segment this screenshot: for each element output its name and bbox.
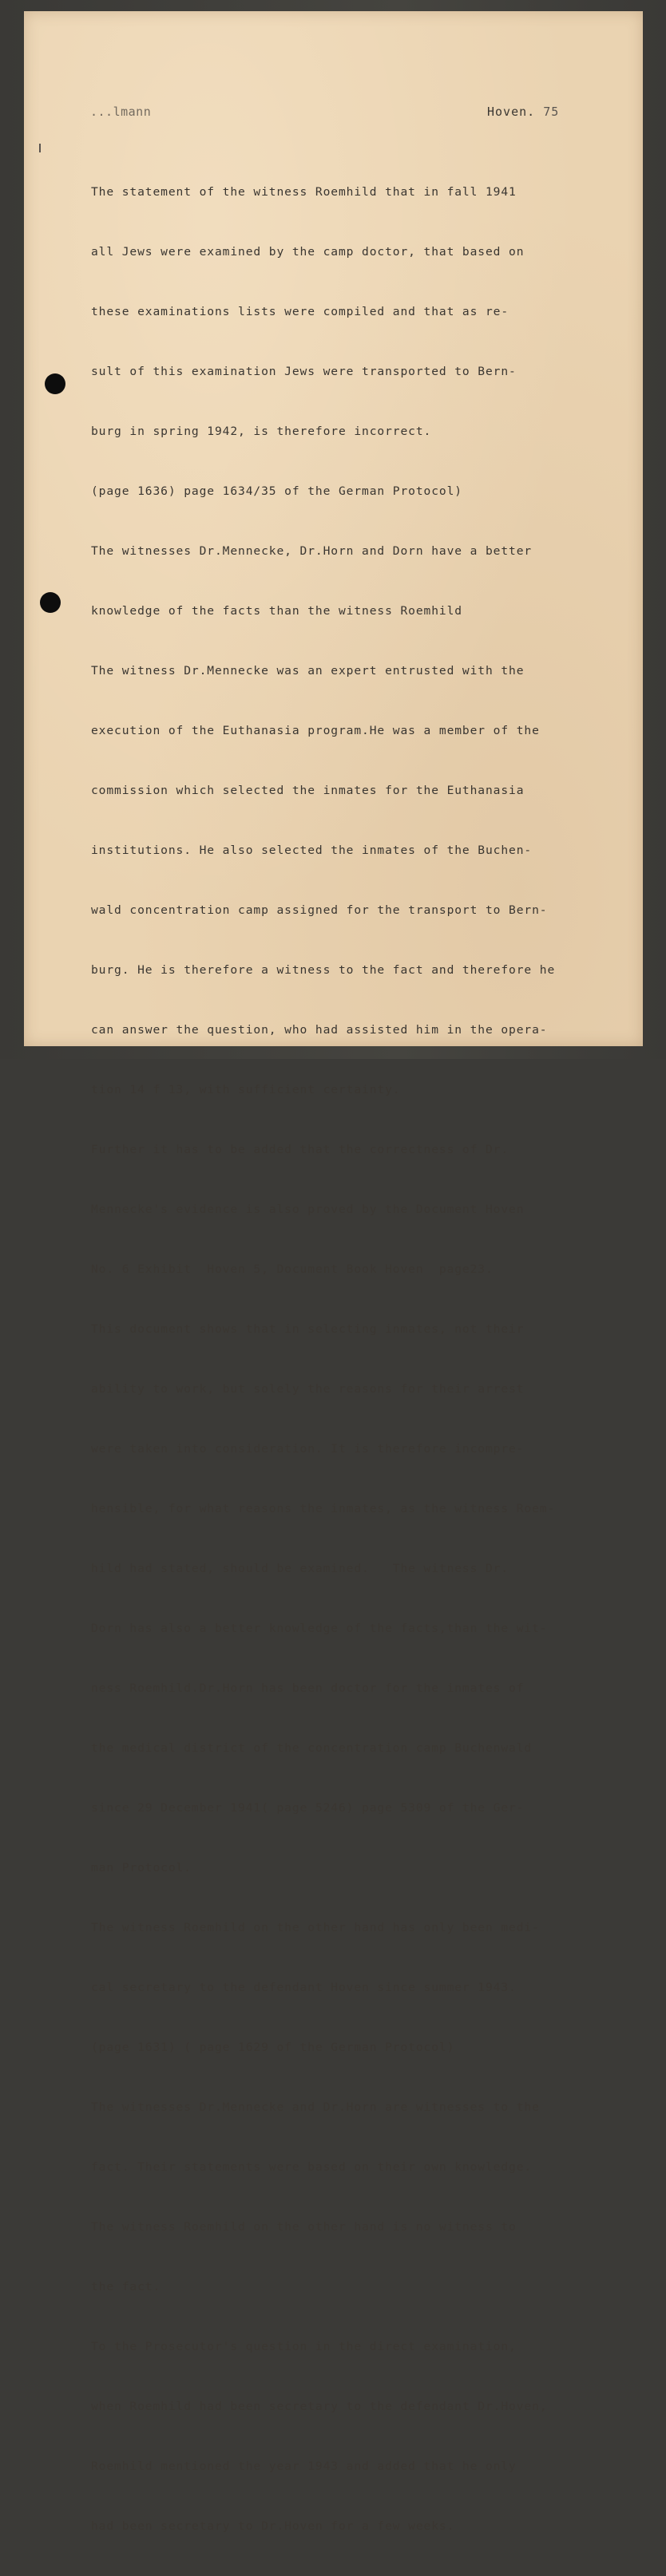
text-line: can answer the question, who had assisted him in the opera- [91, 1023, 548, 1037]
text-line: The witness Roemhild on the other hand is no witness to [91, 2220, 517, 2234]
text-line: Roemhild mentioned the year 1943 and added that he only [91, 2459, 517, 2473]
text-line: the medical district of the concentration camp Buchenwald [91, 1741, 533, 1755]
header-defendant-name: Hoven. [487, 105, 536, 119]
text-line: all Jews were examined by the camp doctor, that based on [91, 245, 525, 259]
page-header [487, 105, 559, 119]
punch-hole-bottom [40, 592, 61, 613]
punch-hole-top [45, 373, 65, 394]
text-line: wald concentration camp assigned for the transport to Bern- [91, 903, 548, 917]
text-line: hild had stated, should be examined. The witness Dr. [91, 1562, 509, 1575]
text-line: To the Prosecutor's question in the direct examination, [91, 2340, 517, 2353]
document-body [91, 142, 602, 2576]
margin-mark [39, 144, 41, 152]
text-line: ability to work, but solely the reasons for their arrest [91, 1382, 525, 1396]
text-line: The witness Roemhild on the other hand has only been medi- [91, 1921, 540, 1934]
text-line: The witnesses Dr.Mennecke, Dr.Horn and Dorn have a better [91, 544, 533, 558]
text-line: burg. He is therefore a witness to the fact and therefore he [91, 963, 556, 977]
text-line: (page 1636) page 1634/35 of the German Protocol) [91, 484, 462, 498]
text-line: cal secretary to the defendant Hoven since summer 1943. [91, 1981, 517, 1994]
text-line: The statement of the witness Roemhild that in fall 1941 [91, 185, 517, 199]
text-line: had been secretary to Dr.Hoven for a few weeks. [91, 2519, 455, 2533]
text-line: were taken into consideration. It is therefore incompre- [91, 1442, 525, 1456]
text-line: knowledge of the facts than the witness Roemhild [91, 604, 462, 618]
text-line: No. 6 Exhibit Hoven 5, Document Book Hoven page23. [91, 1262, 494, 1276]
text-line: ness Roemhild.Dr.Horn has been doctor for the inmates of [91, 1681, 525, 1695]
text-line: commission which selected the inmates for the Euthanasia [91, 784, 525, 797]
text-line: Dorn has also a better knowledge of the facts,than the wit- [91, 1622, 548, 1635]
text-line: sult of this examination Jews were transported to Bern- [91, 365, 517, 378]
text-line: Further it has to be added that the correctness of Dr. [91, 1143, 509, 1156]
text-line: (page 1631) ( page 1629 of the German Protocol) [91, 2041, 455, 2054]
text-line: The witness Dr.Mennecke was an expert entrusted with the [91, 664, 525, 678]
text-line: The witnesses Dr.Mennecke and Dr.Horn are witnesses to the [91, 2100, 540, 2114]
text-line: hensible, for what reasons the inmates, as the witness Roem- [91, 1502, 556, 1515]
text-line: Mennecke's evidence is also proved by the Document Hoven [91, 1203, 525, 1216]
text-line: the fact. [91, 2280, 161, 2294]
text-line: fact. Their statements were based on their own knowledge. [91, 2160, 533, 2174]
text-line: execution of the Euthanasia program.He was a member of the [91, 724, 540, 737]
text-line: tion 14 f 13, with sufficient certainty. [91, 1083, 401, 1096]
header-left-label: ...lmann [90, 105, 152, 119]
text-line: when Roemhild had been secretary to the defendant Dr.Hoven, [91, 2400, 548, 2413]
text-line: since 29 December 1941( page 5246) page 5309 of the Ger- [91, 1801, 525, 1815]
text-line: institutions. He also selected the inmates of the Buchen- [91, 844, 533, 857]
text-line: these examinations lists were compiled and that as re- [91, 305, 509, 318]
text-line: burg in spring 1942, is therefore incorrect. [91, 425, 432, 438]
page-number: 75 [543, 105, 560, 119]
text-line: man Protocol. [91, 1861, 192, 1875]
text-line: This document shows that in selecting inmates, not their [91, 1322, 525, 1336]
